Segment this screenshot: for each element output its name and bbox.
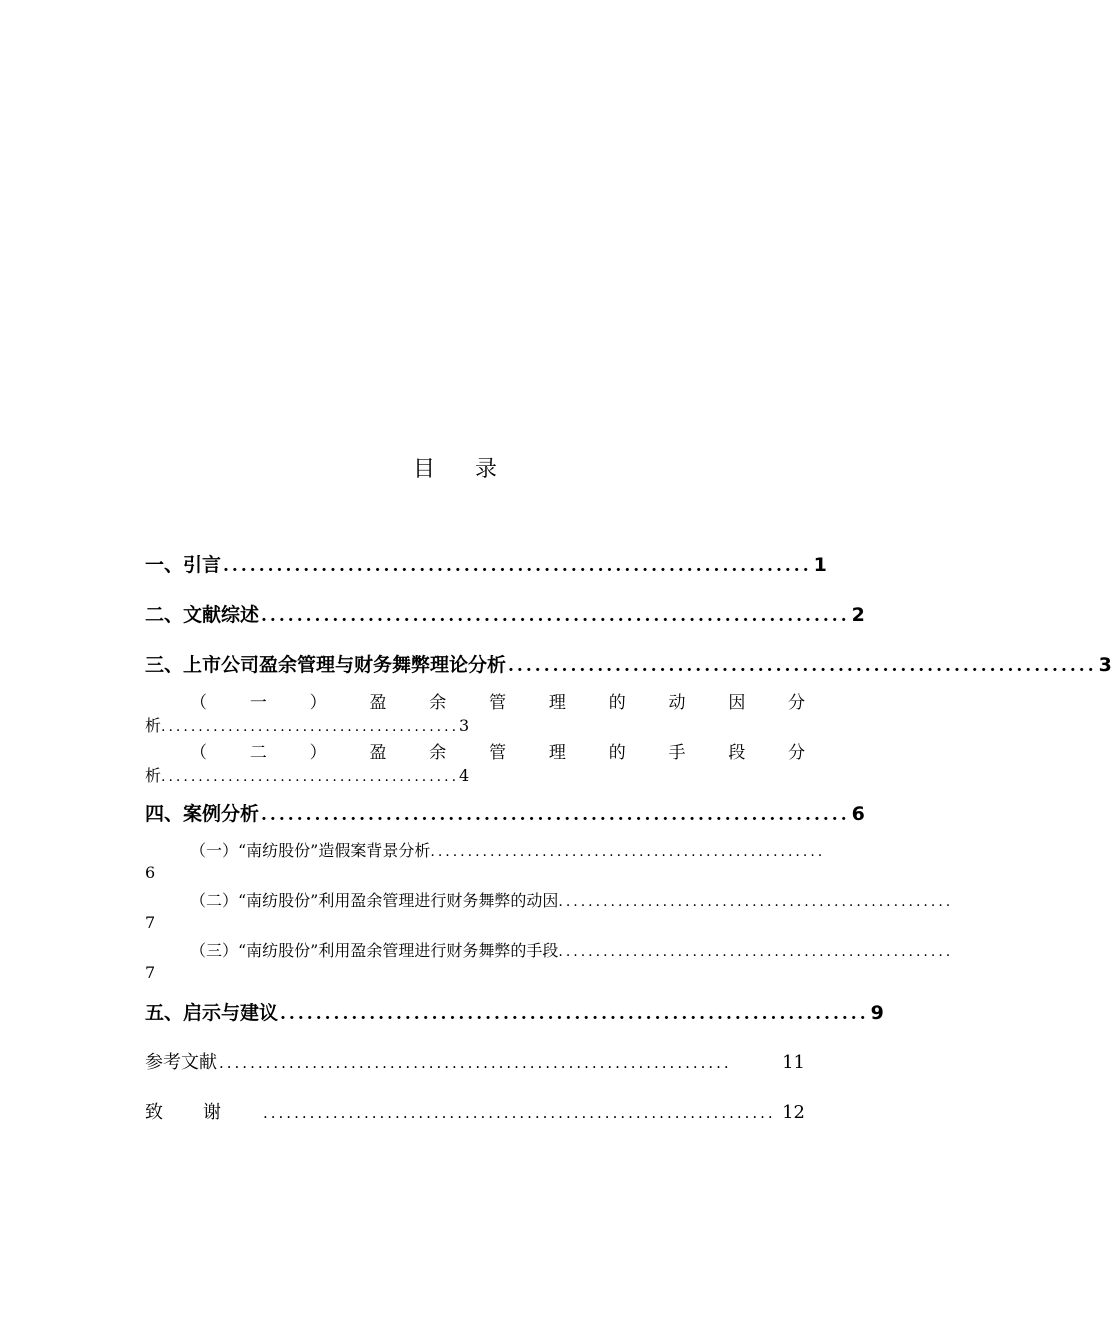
toc-char: 盈 <box>369 693 387 713</box>
toc-entry-page: 7 <box>145 963 156 982</box>
toc-title: 目录 <box>412 457 537 482</box>
toc-entry-references[interactable] <box>145 1048 805 1074</box>
dot-leader: .................................................................. <box>223 556 812 576</box>
toc-char: 析 <box>145 716 162 735</box>
toc-entry-label: 一、引言 <box>145 554 222 576</box>
toc-subentry-3-2[interactable] <box>190 738 805 763</box>
toc-entry-label: 三、上市公司盈余管理与财务舞弊理论分析 <box>145 654 507 676</box>
toc-char: （ <box>190 743 207 763</box>
toc-subentry-3-1[interactable] <box>190 688 805 713</box>
dot-leader: .................................................................. <box>263 1104 776 1122</box>
toc-char: 管 <box>489 743 507 763</box>
toc-entry-theory[interactable] <box>145 650 1112 677</box>
toc-entry-page: 11 <box>782 1052 805 1073</box>
toc-char: 分 <box>788 693 806 713</box>
toc-char: 一 <box>249 693 267 713</box>
dot-leader: .................................................................. <box>261 805 850 825</box>
toc-subentry-4-1[interactable] <box>190 838 826 861</box>
toc-subentry-3-1-cont[interactable] <box>145 713 469 736</box>
toc-char: （ <box>190 693 207 713</box>
toc-entry-literature[interactable] <box>145 600 865 627</box>
toc-entry-page: 7 <box>145 913 156 932</box>
dot-leader: ........................................ <box>161 719 460 735</box>
toc-char: 因 <box>728 693 746 713</box>
toc-entry-page: 9 <box>870 1002 884 1024</box>
dot-leader: ..................................................... <box>558 894 954 910</box>
toc-char: 动 <box>668 693 686 713</box>
toc-char: 手 <box>668 743 686 763</box>
toc-char: 盈 <box>369 743 387 763</box>
toc-char: 管 <box>489 693 507 713</box>
toc-char: 的 <box>608 693 626 713</box>
toc-entry-page: 3 <box>459 716 470 735</box>
toc-char: 理 <box>548 693 566 713</box>
toc-char: ） <box>309 693 327 713</box>
dot-leader: .................................................................. <box>508 656 1097 676</box>
dot-leader: .................................................................. <box>219 1054 732 1072</box>
toc-entry-label: （三）“南纺股份”利用盈余管理进行财务舞弊的手段 <box>190 941 559 960</box>
toc-char: ） <box>309 743 327 763</box>
toc-entry-page: 6 <box>851 803 865 825</box>
toc-entry-label: （一）“南纺股份”造假案背景分析 <box>190 841 431 860</box>
toc-entry-page: 6 <box>145 863 156 882</box>
toc-entry-case[interactable] <box>145 799 865 826</box>
dot-leader: .................................................................. <box>280 1004 869 1024</box>
toc-entry-label: 参考文献 <box>145 1052 217 1073</box>
toc-char: 析 <box>145 766 162 785</box>
toc-subentry-4-2[interactable] <box>190 888 954 911</box>
toc-entry-suggestions[interactable] <box>145 998 884 1025</box>
toc-entry-label: （二）“南纺股份”利用盈余管理进行财务舞弊的动因 <box>190 891 559 910</box>
toc-entry-intro[interactable] <box>145 550 827 577</box>
toc-char: 余 <box>429 743 447 763</box>
toc-char: 二 <box>249 743 267 763</box>
toc-subentry-4-3[interactable] <box>190 938 954 961</box>
toc-entry-page: 4 <box>459 766 470 785</box>
dot-leader: ........................................ <box>161 769 460 785</box>
toc-entry-page: 2 <box>851 604 865 626</box>
toc-entry-label: 五、启示与建议 <box>145 1002 279 1024</box>
toc-entry-page: 1 <box>813 554 827 576</box>
toc-entry-label: 四、案例分析 <box>145 803 260 825</box>
toc-char: 余 <box>429 693 447 713</box>
toc-entry-label: 二、文献综述 <box>145 604 260 626</box>
toc-char: 的 <box>608 743 626 763</box>
toc-entry-page: 3 <box>1098 654 1112 676</box>
toc-subentry-3-2-cont[interactable] <box>145 763 469 786</box>
toc-char: 分 <box>788 743 806 763</box>
toc-char: 理 <box>548 743 566 763</box>
toc-char: 段 <box>728 743 746 763</box>
toc-entry-label: 致谢 <box>145 1102 261 1123</box>
dot-leader: ..................................................... <box>558 944 954 960</box>
dot-leader: ..................................................... <box>430 844 826 860</box>
dot-leader: .................................................................. <box>261 606 850 626</box>
toc-entry-acknowledgements[interactable] <box>145 1098 805 1124</box>
toc-entry-page: 12 <box>782 1102 805 1123</box>
